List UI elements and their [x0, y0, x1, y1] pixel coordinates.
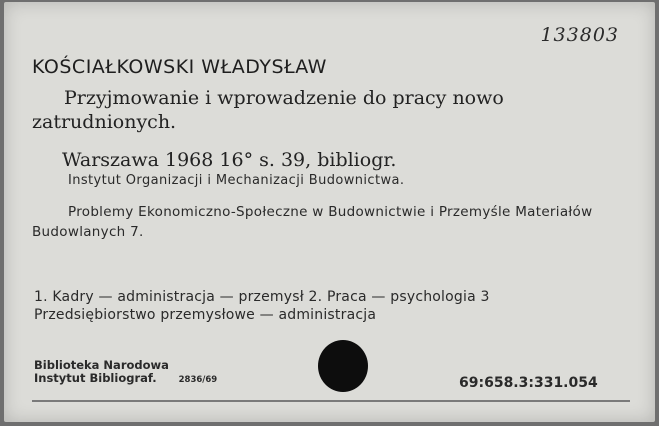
subject-headings: 1. Kadry — administracja — przemysł 2. Praca — psychologia 3 Przedsiębiorstwo przemysłowe — administracja — [34, 289, 490, 323]
author-heading: KOŚCIAŁKOWSKI WŁADYSŁAW — [32, 56, 327, 78]
punch-hole — [318, 340, 368, 392]
library-name: Biblioteka Narodowa — [34, 358, 169, 372]
library-code: 2836/69 — [178, 375, 218, 385]
book-title: Przyjmowanie i wprowadzenie do pracy nowo zatrudnionych. — [32, 87, 504, 133]
imprint-line: Warszawa 1968 16° s. 39, bibliogr. — [62, 149, 397, 171]
institute-name: Instytut Bibliograf. — [34, 371, 157, 385]
publisher-line: Instytut Organizacji i Mechanizacji Budownictwa. — [68, 173, 405, 188]
library-imprint — [34, 359, 217, 387]
bottom-rule — [32, 400, 630, 402]
series-statement: Problemy Ekonomiczno-Społeczne w Budownictwie i Przemyśle Materiałów Budowlanych 7. — [32, 204, 593, 240]
catalog-card — [4, 2, 655, 422]
accession-number: 133803 — [540, 24, 619, 46]
udc-classification: 69:658.3:331.054 — [459, 375, 598, 391]
